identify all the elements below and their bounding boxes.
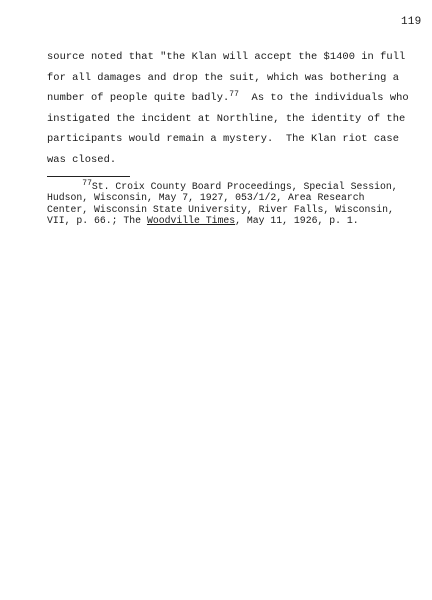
- footnote-reference: 77: [229, 90, 239, 99]
- footnote-line: Center, Wisconsin State University, River Falls, Wisconsin,: [47, 203, 394, 215]
- body-line: was closed.: [47, 153, 117, 166]
- newspaper-title: Woodville Times: [146, 215, 236, 227]
- page-number: 119: [401, 16, 422, 28]
- footnote-line: , May 11, 1926, p. 1.: [235, 215, 359, 227]
- footnote: [47, 181, 422, 227]
- footnote-number: 77: [82, 179, 92, 188]
- body-paragraph: [47, 47, 419, 170]
- body-line: number of people quite badly.: [47, 92, 230, 104]
- body-line: instigated the incident at Northline, the identity of the: [47, 112, 406, 125]
- footnote-line: VII, p. 66.; The: [47, 215, 147, 227]
- body-line: for all damages and drop the suit, which was bothering a: [47, 71, 399, 84]
- body-line: As to the individuals who: [238, 92, 409, 104]
- body-line: participants would remain a mystery. The Klan riot case: [47, 133, 399, 145]
- footnote-divider: [47, 176, 130, 177]
- footnote-line: St. Croix County Board Proceedings, Special Session,: [91, 181, 398, 192]
- footnote-line: Hudson, Wisconsin, May 7, 1927, 053/1/2, Area Research: [47, 192, 365, 204]
- body-line: source noted that "the Klan will accept the $1400 in full: [47, 51, 406, 63]
